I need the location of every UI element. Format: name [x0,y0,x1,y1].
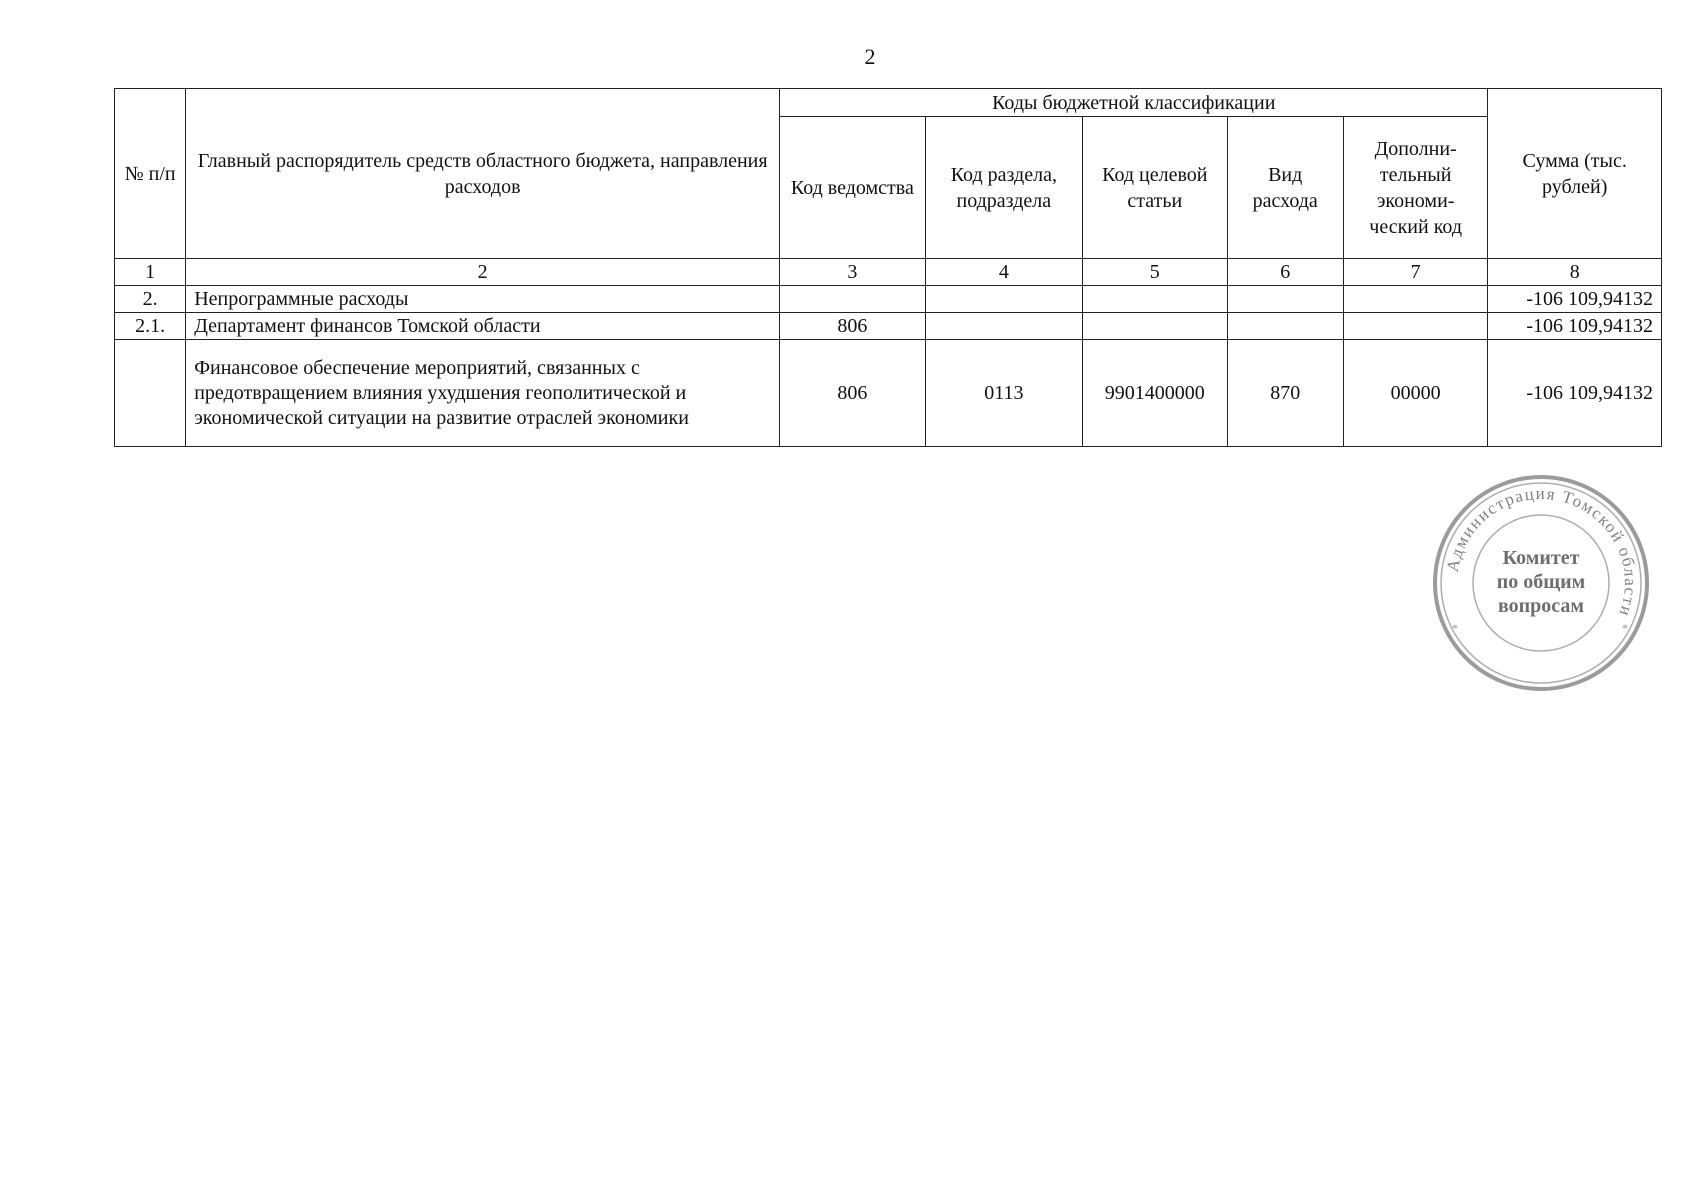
row-dept-code: 806 [780,313,925,340]
budget-table [114,88,1662,447]
page-number: 2 [864,44,876,69]
column-number: 5 [1083,259,1227,286]
row-dept-code: 806 [780,340,925,447]
row-target-code [1083,286,1227,313]
row-target-code: 9901400000 [1083,340,1227,447]
column-number: 6 [1227,259,1343,286]
column-number: 3 [780,259,925,286]
row-econ-code [1343,313,1487,340]
svg-text:*: * [1622,621,1628,635]
row-expense-type: 870 [1227,340,1343,447]
stamp-center-text: по общим [1496,571,1586,593]
header-name: Главный распорядитель средств областного бюджета, направления расходов [186,89,780,259]
row-target-code [1083,313,1227,340]
stamp-center-text: вопросам [1497,595,1585,617]
header-sum: Сумма (тыс. рублей) [1488,89,1662,259]
column-number: 2 [186,259,780,286]
table-row [115,313,1662,340]
row-num: 2.1. [115,313,186,340]
row-sum: -106 109,94132 [1488,313,1662,340]
column-number: 4 [925,259,1083,286]
header-section-code: Код раздела, подраздела [925,117,1083,259]
column-number: 8 [1488,259,1662,286]
svg-text:*: * [1452,621,1458,635]
header-codes-group: Коды бюджетной классификации [780,89,1488,117]
header-expense-type: Вид расхода [1227,117,1343,259]
row-name: Непрограммные расходы [186,286,780,313]
row-expense-type [1227,313,1343,340]
header-econ-code: Дополни-тельный экономи-ческий код [1343,117,1487,259]
official-stamp [1430,472,1652,694]
row-dept-code [780,286,925,313]
row-num [115,340,186,447]
row-expense-type [1227,286,1343,313]
header-num: № п/п [115,89,186,259]
row-section-code [925,313,1083,340]
row-econ-code [1343,286,1487,313]
row-name: Департамент финансов Томской области [186,313,780,340]
stamp-ring-text: Администрация Томской области [1442,483,1641,620]
row-section-code [925,286,1083,313]
row-num: 2. [115,286,186,313]
row-sum: -106 109,94132 [1488,286,1662,313]
column-number: 1 [115,259,186,286]
row-section-code: 0113 [925,340,1083,447]
header-dept-code: Код ведомства [780,117,925,259]
stamp-center-text: Комитет [1502,547,1580,569]
table-row [115,286,1662,313]
row-name: Финансовое обеспечение мероприятий, связанных с предотвращением влияния ухудшения геополитической и экономической ситуации на развитие отраслей экономики [186,340,780,447]
table-row [115,340,1662,447]
row-econ-code: 00000 [1343,340,1487,447]
row-sum: -106 109,94132 [1488,340,1662,447]
column-number: 7 [1343,259,1487,286]
header-target-code: Код целевой статьи [1083,117,1227,259]
